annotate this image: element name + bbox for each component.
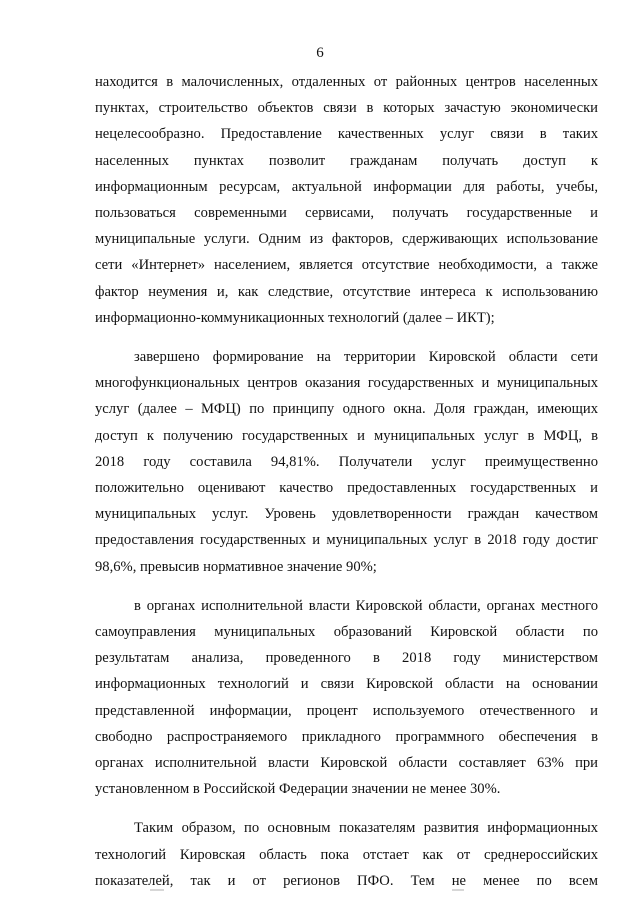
- text-line: результатам анализа, проведенного в 2018 году министерством: [95, 650, 598, 667]
- text-line: сети «Интернет» населением, является отсутствие необходимости, а также: [95, 257, 598, 274]
- text-line: фактор неумения и, как следствие, отсутствие интереса к использованию: [95, 283, 598, 300]
- text-line: органах исполнительной власти Кировской области составляет 63% при: [95, 755, 598, 772]
- text-line: свободно распространяемого прикладного программного обеспечения в: [95, 728, 598, 745]
- paragraph-1: [95, 69, 598, 331]
- text-line: муниципальные услуги. Одним из факторов, сдерживающих использование: [95, 231, 598, 248]
- text-line: многофункциональных центров оказания государственных и муниципальных: [95, 375, 598, 392]
- text-line: установленном в Российской Федерации значении не менее 30%.: [95, 781, 501, 798]
- text-line: находится в малочисленных, отдаленных от районных центров населенных: [95, 74, 598, 90]
- text-line: самоуправления муниципальных образований Кировской области по: [95, 624, 598, 641]
- text-line: завершено формирование на территории Кировской области сети: [134, 349, 598, 366]
- text-line: предоставления государственных и муниципальных услуг в 2018 году достиг: [95, 532, 598, 549]
- document-body: [95, 69, 598, 894]
- text-line: положительно оценивают качество предоставленных государственных и: [95, 480, 598, 497]
- text-line: информационно-коммуникационных технологий (далее – ИКТ);: [95, 309, 495, 326]
- text-line: информационных технологий и связи Кировской области на основании: [95, 676, 598, 693]
- paragraph-2: [95, 344, 598, 580]
- text-line: технологий Кировская область пока отстает как от среднероссийских: [95, 846, 598, 863]
- text-line: населенных пунктах позволит гражданам получать доступ к: [95, 152, 598, 169]
- text-line: нецелесообразно. Предоставление качественных услуг связи в таких: [95, 126, 598, 143]
- page-number: 6: [316, 45, 324, 61]
- scan-artifact-left: [150, 889, 164, 891]
- text-line: услуг (далее – МФЦ) по принципу одного окна. Доля граждан, имеющих: [95, 401, 598, 418]
- paragraph-4: [95, 815, 598, 894]
- text-line: пунктах, строительство объектов связи в которых зачастую экономически: [95, 100, 598, 117]
- text-line: пользоваться современными сервисами, получать государственные и: [95, 205, 598, 222]
- scan-artifact-right: [452, 889, 464, 891]
- text-line: 98,6%, превысив нормативное значение 90%;: [95, 558, 377, 575]
- paragraph-3: [95, 593, 598, 803]
- text-line: 2018 году составила 94,81%. Получатели услуг преимущественно: [95, 453, 598, 470]
- text-line: показателей, так и от регионов ПФО. Тем не менее по всем: [95, 872, 598, 889]
- text-line: муниципальных услуг. Уровень удовлетворенности граждан качеством: [95, 506, 598, 523]
- text-line: информационным ресурсам, актуальной информации для работы, учебы,: [95, 178, 598, 195]
- text-line: Таким образом, по основным показателям развития информационных: [134, 820, 598, 837]
- text-line: представленной информации, процент используемого отечественного и: [95, 702, 598, 719]
- text-line: доступ к получению государственных и муниципальных услуг в МФЦ, в: [95, 427, 598, 444]
- text-line: в органах исполнительной власти Кировской области, органах местного: [134, 597, 598, 614]
